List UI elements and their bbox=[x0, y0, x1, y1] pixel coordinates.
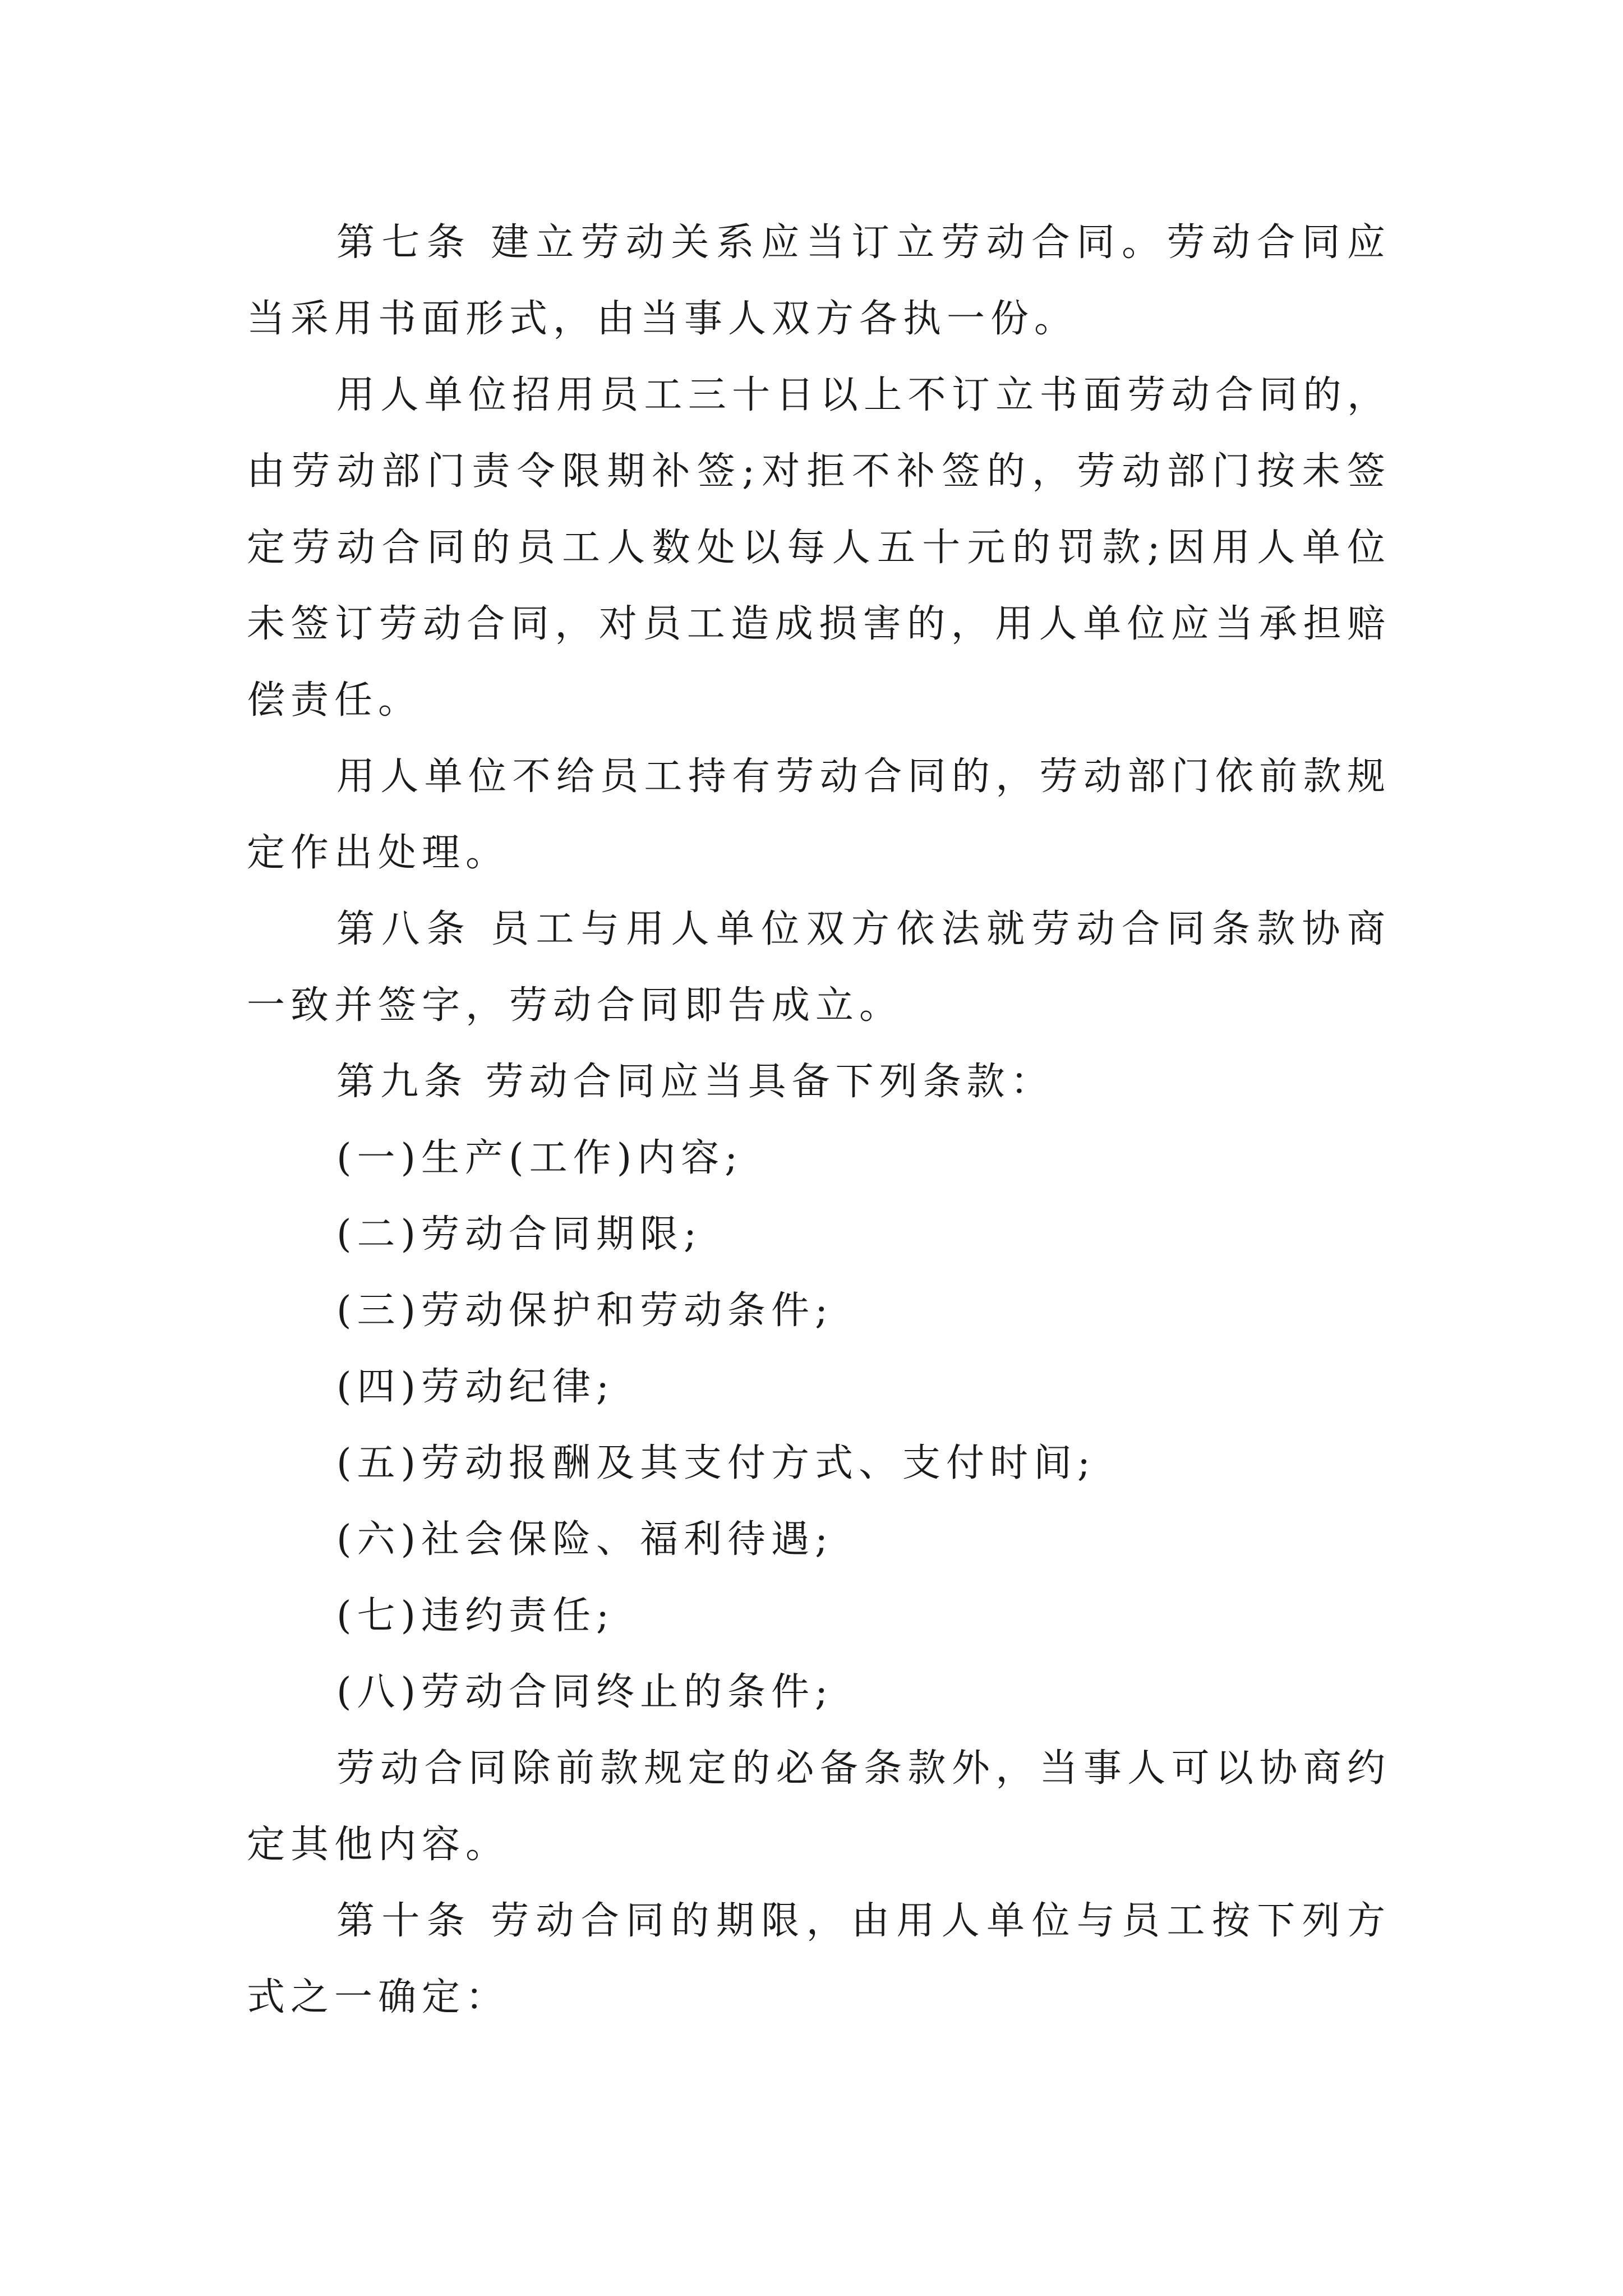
paragraph-written-contract-penalty: 用人单位招用员工三十日以上不订立书面劳动合同的，由劳动部门责令限期补签;对拒不补签的，劳动部门按未签定劳动合同的员工人数处以每人五十元的罚款;因用人单位未签订劳动合同，对员工造成损害的，用人单位应当承担赔偿责任。 bbox=[247, 373, 1391, 723]
list-item-2: (二)劳动合同期限; bbox=[336, 1212, 702, 1257]
paragraph-contract-holding: 用人单位不给员工持有劳动合同的，劳动部门依前款规定作出处理。 bbox=[247, 754, 1391, 875]
paragraph-article-9: 第九条 劳动合同应当具备下列条款： bbox=[336, 1060, 1054, 1104]
list-item-5: (五)劳动报酬及其支付方式、支付时间; bbox=[336, 1441, 1096, 1485]
list-item-7: (七)违约责任; bbox=[336, 1594, 615, 1638]
paragraph-article-10: 第十条 劳动合同的期限，由用人单位与员工按下列方式之一确定： bbox=[247, 1899, 1391, 2019]
list-item-4: (四)劳动纪律; bbox=[336, 1365, 615, 1409]
list-item-3: (三)劳动保护和劳动条件; bbox=[336, 1289, 833, 1333]
paragraph-article-8: 第八条 员工与用人单位双方依法就劳动合同条款协商一致并签字，劳动合同即告成立。 bbox=[247, 907, 1391, 1028]
list-item-6: (六)社会保险、福利待遇; bbox=[336, 1517, 833, 1562]
paragraph-article-7: 第七条 建立劳动关系应当订立劳动合同。劳动合同应当采用书面形式，由当事人双方各执一份。 bbox=[247, 220, 1391, 341]
paragraph-other-terms: 劳动合同除前款规定的必备条款外，当事人可以协商约定其他内容。 bbox=[247, 1746, 1391, 1867]
list-item-1: (一)生产(工作)内容; bbox=[336, 1136, 744, 1180]
document-page bbox=[247, 205, 1391, 2036]
list-item-8: (八)劳动合同终止的条件; bbox=[336, 1670, 833, 1714]
